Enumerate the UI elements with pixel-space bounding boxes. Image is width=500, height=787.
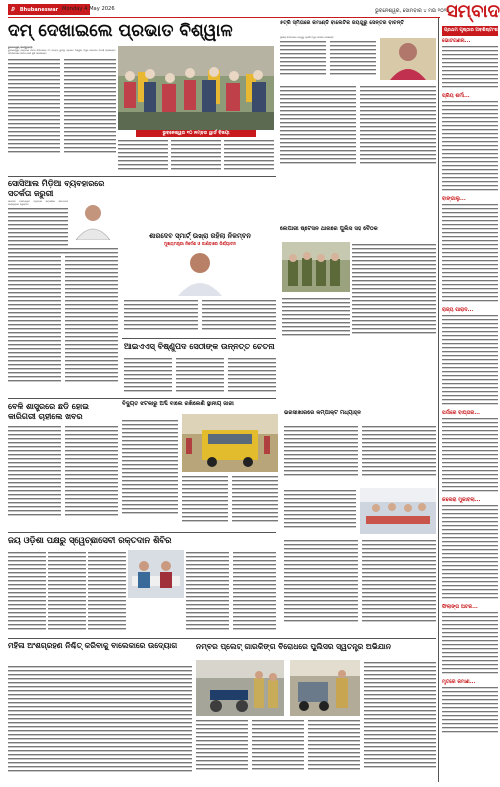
social-media-portrait — [70, 200, 116, 240]
accident-scene-photo — [182, 414, 278, 472]
right-column-body — [442, 38, 498, 782]
ias-body — [124, 356, 276, 398]
plate-photo-2 — [290, 660, 360, 716]
header-date: Monday 4 May 2026 — [62, 6, 115, 12]
bus-lines — [122, 418, 178, 528]
lead-photo — [118, 46, 274, 130]
bus-headline: ବିଦ୍ୟୁତ ଝଟକାରୁ ଅବ୍ଦି ବାଲେ ରଖିଲେଣି ସ୍ଥାନୀୟ ଜାରୀ — [122, 401, 234, 407]
mid-right-body — [284, 538, 436, 638]
ias-lines — [124, 356, 276, 398]
social-media-wide-lines — [8, 246, 118, 398]
right-lines-8 — [442, 686, 498, 746]
police-lines — [352, 242, 436, 342]
mid-headline: ବେଳି ଶାସ୍ତ୍ରରେ ଛଡି ହୋଇ କାରିଗରୀ ଚାହୀଲେ ଖବର — [8, 401, 89, 421]
camp-lines-2 — [186, 550, 276, 640]
police-body-2 — [282, 296, 350, 342]
camp-lines — [8, 550, 126, 640]
header-rule — [8, 17, 440, 18]
plate-photo — [196, 660, 284, 716]
divider — [8, 398, 276, 399]
plate-lines — [364, 660, 436, 780]
camp-body — [8, 550, 126, 640]
man-portrait-icon — [70, 200, 116, 240]
mid-right-lines — [284, 538, 436, 638]
lead-continued-lines — [118, 139, 274, 175]
water-body — [284, 424, 436, 484]
women-body — [8, 664, 192, 780]
right-lines-6 — [442, 504, 498, 600]
sarada-body — [124, 298, 276, 340]
right-sub-5: ପର୍ଦ୍ଦାରେ ବାଘ୍ତାର... — [442, 410, 481, 416]
right-sub-6: କଲେରା ମୁକାବଲା... — [442, 497, 481, 503]
camp-headline: ଜୟ ଓଡ଼ିଶା ପକ୍ଷରୁ ସ୍ୱେଚ୍ଛାସେବୀ ରକ୍ତଦାନ ଶିବିର — [8, 535, 172, 545]
bus-photo — [182, 414, 278, 472]
right-section-title: ପ୍ରଥମ ପୃଷ୍ଠାର ଅବଶିଷ୍ଟାଂଶ — [442, 26, 498, 36]
sarada-sub: ମୁଖ୍ୟମନ୍ତ୍ରୀ ନିର୍ଦ୍ଦେଶ ଓ ଜାଣିବାରେ ନିର୍ଯ୍ୟାତନ — [163, 241, 236, 246]
social-media-headline: ସୋସିଆଲ ମିଡ଼ିଆ ବ୍ୟବହାରରେ ସତର୍କତା ଜରୁରୀ — [8, 178, 105, 198]
police-body — [352, 242, 436, 342]
right-lines-7 — [442, 611, 498, 675]
sarada-portrait — [172, 248, 228, 296]
right-sub-2: ପ୍ରିୟ ଶର୍ମା... — [442, 93, 470, 99]
right-lines-5 — [442, 417, 498, 493]
police-vehicle-photo — [290, 660, 360, 716]
right-lines-3 — [442, 203, 498, 303]
lead-photo-crowd — [118, 46, 274, 130]
meeting-photo — [360, 488, 436, 534]
plate-body-2 — [196, 718, 360, 780]
side-story-photo — [380, 38, 436, 80]
side-story-lines — [280, 39, 376, 79]
social-media-wide — [8, 246, 118, 398]
sarada-lines — [124, 298, 276, 338]
plate-headline: ନମ୍ବର ପ୍ଲେଟ୍ ଗାରକିଙ୍ଗ ବିରୋଧରେ ପୁଲିସର ସ୍ୱତନ୍ତ୍ର ଅଭିଯାନ — [196, 642, 391, 651]
bus-body-2 — [182, 474, 278, 530]
plate-lines-2 — [196, 718, 360, 780]
right-sub-1: ଭୋଟଗଣନା... — [442, 38, 471, 44]
water-headline: ଭରସାଖାରରେ କମ୍ପାକ୍ଟ ମଧ୍ୟାହ୍ନ — [284, 410, 361, 416]
side-story-body — [280, 36, 376, 83]
bus-lines-2 — [182, 474, 278, 530]
divider — [8, 638, 436, 639]
blood-donation-photo — [128, 550, 184, 598]
city-label: Bhubaneswar — [19, 7, 59, 13]
right-lines-1 — [442, 45, 498, 89]
lead-body — [8, 46, 116, 172]
side-story-more-lines — [280, 84, 436, 224]
divider — [8, 532, 276, 533]
camp-photo — [128, 550, 184, 598]
page-number: ୬ — [11, 6, 15, 13]
lead-photo-banner: ଭୁବନେଶ୍ୱର ୧୦ ନମ୍ବର ୱାର୍ଡ ବିଜୟୀ — [136, 130, 256, 137]
column-divider — [438, 18, 439, 782]
lead-byline: ଭୁବନେଶ୍ୱର,୩ା୫(ବ୍ୟୁରୋ) — [8, 46, 33, 49]
lead-continued — [118, 139, 274, 175]
police-headline: ଲେପାରୀ ଷ୍ଟେସନ ଥାନାରେ ପୁଲିସ ସହ ବୈଠକ — [280, 226, 378, 232]
plate-body — [364, 660, 436, 780]
header-date-odia: ଭୁବନେଶ୍ୱର, ସୋମବାର ୪ ମଇ ୨୦୨୬ — [375, 8, 450, 14]
divider — [122, 338, 276, 339]
right-lines-2 — [442, 100, 498, 192]
police-photo — [282, 242, 350, 292]
side-story-text: ସ୍ଥାନୀୟ ନିର୍ବାଚନରେ ଜୟଗୁରୁ ପ୍ରାର୍ଥୀ ବିପୁଳ ସମର୍ଥନ ପାଇଛନ୍ତି। — [280, 36, 335, 39]
women-lines — [8, 664, 192, 780]
police-group-photo — [282, 242, 350, 292]
right-sub-4: ରାଜ୍ୟ ପାରାଦ... — [442, 307, 474, 313]
water-lines-2 — [284, 488, 356, 534]
mid-body — [8, 424, 118, 524]
water-body-2 — [284, 488, 356, 534]
lead-text-lines — [8, 55, 116, 165]
water-lines — [284, 424, 436, 484]
lead-headline: ଦମ୍ ଦେଖାଇଲେ ପ୍ରଭାତ ବିଶ୍ୱାଳ — [8, 21, 233, 41]
side-story-headline: ୫ଟ୍ରି ସ୍ମିତାରେ କମାଣ୍ଡି ବାଲେଟିକ ଜୟଗୁରୁ ସେନ୍ତର ବାଚନ୍ତି — [280, 20, 405, 26]
bus-body — [122, 418, 178, 528]
lead-text: ଭୁବନେଶ୍ୱର ମହାନଗର ନିଗମ ନିର୍ବାଚନରେ ୧୦ ନମ୍ବର ୱାର୍ଡରୁ ପ୍ରଭାତ ବିଶ୍ୱାଳ ବିପୁଳ ଭୋଟରେ ବିଜୟୀ ହୋଇଛନ୍ତି। ସମର୍ଥକମାନେ ଆବିର ଖେଳି ଖୁସି ମନାଇଛନ୍ତି। — [8, 49, 116, 55]
water-photo — [360, 488, 436, 534]
woman-portrait-icon — [380, 38, 436, 80]
social-media-text: ସାମାଜିକ ଗଣମାଧ୍ୟମ ବ୍ୟବହାର ସମ୍ପର୍କରେ ସଚେତନତା କାର୍ଯ୍ୟକ୍ରମ ଅନୁଷ୍ଠିତ। — [8, 200, 68, 206]
police-lines-2 — [282, 296, 350, 342]
sarada-headline: ଶାରଦେବ ସ୍ମାର୍ଟ୍ ଉଖ୍ରା ରହିଲା ନିଳମ୍ବନ — [149, 232, 251, 240]
right-sub-7: ଫିଲାଙ୍ଗ ଅଟକ... — [442, 604, 478, 610]
masthead-logo: ସମ୍ବାଦ — [446, 1, 500, 22]
side-story-more — [280, 84, 436, 224]
divider — [8, 176, 276, 177]
police-checking-photo — [196, 660, 284, 716]
camp-body-2 — [186, 550, 276, 640]
ias-headline: ଆଇଏଏସ୍ ବିଷ୍ଣୁପଦ ସେଠୀଙ୍କ ଉନ୍ନତ୍ତ ଚେତନା — [124, 341, 275, 351]
right-sub-3: ବାଙ୍ଗାଲୁ... — [442, 196, 466, 202]
women-headline: ମହିଳା ଅଂଶଗ୍ରହଣ ନିଶ୍ଚିତ୍ କରିବାକୁ ବାଲେକାରେ ଉଦ୍ୟୋଗ — [8, 641, 178, 650]
man-portrait-icon — [172, 248, 228, 296]
right-lines-4 — [442, 314, 498, 406]
right-sub-8: ମୃତରେ କମାଣ... — [442, 679, 476, 685]
mid-lines — [8, 424, 118, 524]
